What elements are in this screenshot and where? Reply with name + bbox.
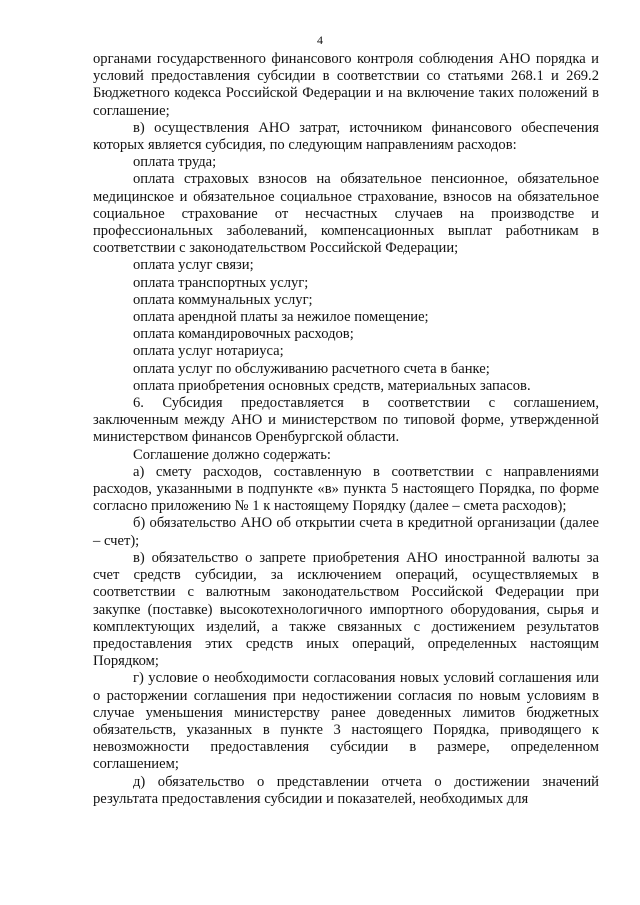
page-number: 4 <box>317 33 323 47</box>
paragraph-agreement: Соглашение должно содержать: <box>133 446 331 463</box>
clause-d: д) обязательство о представлении отчета о достижении значений результата предоставления субсидии и показателей, необходимых для <box>93 773 599 807</box>
paragraph-1: органами государственного финансового контроля соблюдения АНО порядка и условий предоставления субсидии в соответствии со статьями 268.1 и 269.2 Бюджетного кодекса Российской Федерации и на включение таких положений в соглашение; <box>93 51 599 119</box>
list-item: оплата командировочных расходов; <box>133 326 354 343</box>
list-item: оплата коммунальных услуг; <box>133 291 313 308</box>
paragraph-6: 6. Субсидия предоставляется в соответствии с соглашением, заключенным между АНО и министерством по типовой форме, утвержденной министерством финансов Оренбургской области. <box>93 395 599 446</box>
document-body <box>93 51 599 808</box>
list-item: оплата приобретения основных средств, материальных запасов. <box>133 377 531 394</box>
list-item: оплата транспортных услуг; <box>133 274 309 291</box>
list-item: оплата услуг связи; <box>133 257 254 274</box>
list-item: оплата страховых взносов на обязательное пенсионное, обязательное медицинское и обязательное социальное страхование, взносов на обязательное социальное страхование от несчастных случаев на производстве и профессиональных заболеваний, компенсационных выплат работникам в соответствии с законодательством Российской Федерации; <box>93 171 599 257</box>
paragraph-2: в) осуществления АНО затрат, источником финансового обеспечения которых является субсидия, по следующим направлениям расходов: <box>93 119 599 154</box>
clause-g: г) условие о необходимости согласования новых условий соглашения или о расторжении соглашения при недостижении согласия по новым условиям в случае уменьшения министерству ранее доведенных лимитов бюджетных обязательств, указанных в пункте 3 настоящего Порядка, приводящего к невозможности предоставления субсидии в размере, определенном соглашением; <box>93 670 599 773</box>
list-item: оплата услуг по обслуживанию расчетного счета в банке; <box>133 360 490 377</box>
clause-v: в) обязательство о запрете приобретения АНО иностранной валюты за счет средств субсидии, за исключением операций, осуществляемых в соответствии с валютным законодательством Российской Федерации при закупке (поставке) высокотехнологичного импортного оборудования, сырья и комплектующих изделий, а также связанных с достижением результатов предоставления этих средств иных операций, определенных настоящим Порядком; <box>93 549 599 670</box>
list-item: оплата услуг нотариуса; <box>133 343 284 360</box>
clause-a: а) смету расходов, составленную в соответствии с направлениями расходов, указанными в подпункте «в» пункта 5 настоящего Порядка, по форме согласно приложению № 1 к настоящему Порядку (далее – смета расходов); <box>93 463 599 515</box>
list-item: оплата арендной платы за нежилое помещение; <box>133 309 429 326</box>
list-item: оплата труда; <box>133 154 217 171</box>
clause-b: б) обязательство АНО об открытии счета в кредитной организации (далее – счет); <box>93 515 599 549</box>
